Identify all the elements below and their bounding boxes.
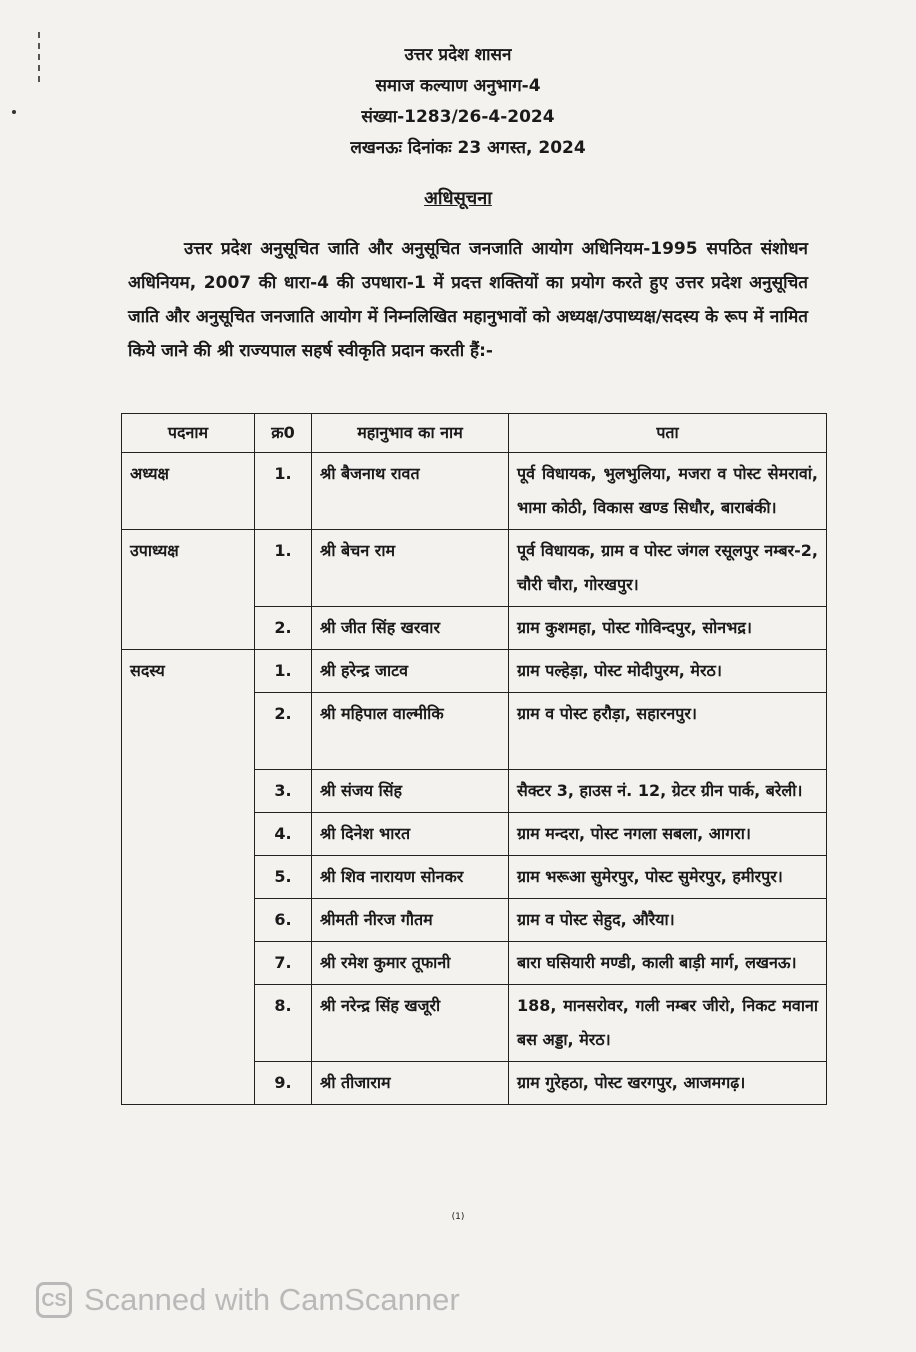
table-header-row [122, 414, 827, 453]
row-address: 188, मानसरोवर, गली नम्बर जीरो, निकट मवाना बस अड्डा, मेरठ। [509, 985, 827, 1062]
document-header [0, 40, 916, 164]
row-designation [122, 985, 255, 1062]
row-serial: 1. [255, 650, 312, 693]
row-name: श्री नरेन्द्र सिंह खजूरी [312, 985, 509, 1062]
row-name: श्री जीत सिंह खरवार [312, 607, 509, 650]
row-serial: 3. [255, 770, 312, 813]
header-department: समाज कल्याण अनुभाग-4 [375, 76, 541, 96]
row-address: ग्राम व पोस्ट हरौड़ा, सहारनपुर। [509, 693, 827, 770]
row-serial: 2. [255, 693, 312, 770]
header-name: महानुभाव का नाम [312, 414, 509, 453]
header-government: उत्तर प्रदेश शासन [404, 45, 512, 65]
table-row [122, 813, 827, 856]
row-serial: 2. [255, 607, 312, 650]
row-name: श्री महिपाल वाल्मीकि [312, 693, 509, 770]
row-designation [122, 942, 255, 985]
row-designation: अध्यक्ष [122, 453, 255, 530]
row-name: श्री बेचन राम [312, 530, 509, 607]
row-address: ग्राम कुशमहा, पोस्ट गोविन्दपुर, सोनभद्र। [509, 607, 827, 650]
table-row [122, 530, 827, 607]
row-designation [122, 607, 255, 650]
row-serial: 1. [255, 453, 312, 530]
page-number: (1) [451, 1212, 465, 1222]
table-row [122, 770, 827, 813]
row-address: ग्राम भरूआ सुमेरपुर, पोस्ट सुमेरपुर, हमीरपुर। [509, 856, 827, 899]
camscanner-logo-icon: CS [36, 1282, 72, 1318]
row-address: ग्राम पल्हेड़ा, पोस्ट मोदीपुरम, मेरठ। [509, 650, 827, 693]
row-name: श्री हरेन्द्र जाटव [312, 650, 509, 693]
row-address: सैक्टर 3, हाउस नं. 12, ग्रेटर ग्रीन पार्क, बरेली। [509, 770, 827, 813]
camscanner-watermark [36, 1278, 460, 1322]
row-name: श्रीमती नीरज गौतम [312, 899, 509, 942]
row-designation [122, 856, 255, 899]
row-serial: 6. [255, 899, 312, 942]
row-name: श्री शिव नारायण सोनकर [312, 856, 509, 899]
row-designation: सदस्य [122, 650, 255, 693]
table-row [122, 985, 827, 1062]
table-row [122, 607, 827, 650]
notification-body [128, 232, 808, 368]
table-row [122, 1062, 827, 1105]
row-serial: 9. [255, 1062, 312, 1105]
header-serial: क्र0 [255, 414, 312, 453]
watermark-text: Scanned with CamScanner [84, 1282, 460, 1317]
table-row [122, 942, 827, 985]
table-row [122, 693, 827, 770]
row-designation [122, 899, 255, 942]
row-designation [122, 770, 255, 813]
row-name: श्री संजय सिंह [312, 770, 509, 813]
row-name: श्री दिनेश भारत [312, 813, 509, 856]
notification-body-text: उत्तर प्रदेश अनुसूचित जाति और अनुसूचित जनजाति आयोग अधिनियम-1995 सपठित संशोधन अधिनियम, 2007 की धारा-4 की उपधारा-1 में प्रदत्त शक्तियों का प्रयोग करते हुए उत्तर प्रदेश अनुसूचित जाति और अनुसूचित जनजाति आयोग में निम्नलिखित महानुभावों को अध्यक्ष/उपाध्यक्ष/सदस्य के रूप में नामित किये जाने की श्री राज्यपाल सहर्ष स्वीकृति प्रदान करती हैं:- [128, 239, 808, 361]
row-designation: उपाध्यक्ष [122, 530, 255, 607]
table-row [122, 650, 827, 693]
header-designation: पदनाम [122, 414, 255, 453]
table-row [122, 899, 827, 942]
row-serial: 8. [255, 985, 312, 1062]
members-table [121, 413, 827, 1105]
row-address: ग्राम गुरेहठा, पोस्ट खरगपुर, आजमगढ़। [509, 1062, 827, 1105]
row-address: ग्राम मन्दरा, पोस्ट नगला सबला, आगरा। [509, 813, 827, 856]
row-name: श्री तीजाराम [312, 1062, 509, 1105]
row-designation [122, 1062, 255, 1105]
row-serial: 5. [255, 856, 312, 899]
row-serial: 4. [255, 813, 312, 856]
header-number: संख्या-1283/26-4-2024 [361, 107, 555, 127]
row-serial: 7. [255, 942, 312, 985]
row-address: पूर्व विधायक, ग्राम व पोस्ट जंगल रसूलपुर नम्बर-2, चौरी चौरा, गोरखपुर। [509, 530, 827, 607]
header-address: पता [509, 414, 827, 453]
row-name: श्री बैजनाथ रावत [312, 453, 509, 530]
notification-title: अधिसूचना [424, 188, 492, 209]
row-serial: 1. [255, 530, 312, 607]
header-date: लखनऊः दिनांकः 23 अगस्त, 2024 [350, 138, 586, 158]
row-designation [122, 693, 255, 770]
row-address: बारा घसियारी मण्डी, काली बाड़ी मार्ग, लखनऊ। [509, 942, 827, 985]
table-row [122, 856, 827, 899]
row-address: पूर्व विधायक, भुलभुलिया, मजरा व पोस्ट सेमरावां, भामा कोठी, विकास खण्ड सिधौर, बाराबंकी। [509, 453, 827, 530]
row-name: श्री रमेश कुमार तूफानी [312, 942, 509, 985]
row-address: ग्राम व पोस्ट सेहुद, औरैया। [509, 899, 827, 942]
table-row [122, 453, 827, 530]
row-designation [122, 813, 255, 856]
